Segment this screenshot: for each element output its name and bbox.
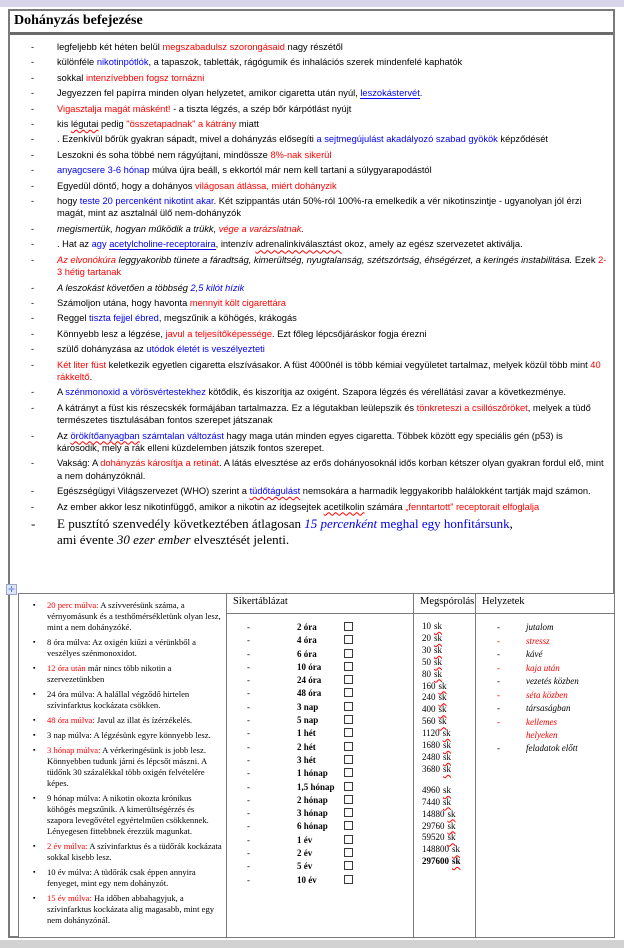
checkbox-icon[interactable] [344,635,353,644]
situation-row [476,648,614,661]
bottom-table [18,593,615,938]
dash-bullet-icon: - [31,402,35,413]
savings-amount: 14880 [422,808,445,819]
success-chart-label: 4 óra [297,635,317,646]
dash-bullet-icon: - [497,703,500,713]
dash-bullet-icon: - [247,768,250,779]
dash-bullet-icon: - [247,635,250,646]
timeline-item: ▪ 20 perc múlva: A szívverésünk száma, a vérnyomásunk és a testhőmérsékletünk olyan lesz, mint a nem dohányzóké. [33,600,221,632]
success-chart-column [227,594,414,937]
bullet-item: - Egyedül döntő, hogy a dohányos világosan átlássa, miért dohányzik [31,180,337,191]
success-chart-row [227,860,413,873]
dash-bullet-icon: - [497,649,500,659]
success-chart-label: 2 év [297,848,313,859]
success-chart-label: 1 év [297,834,313,845]
savings-row [422,645,475,657]
bullet-item: - A leszokást követően a többség 2,5 kilót hízik [31,282,245,293]
success-chart-row [227,714,413,727]
checkbox-icon[interactable] [344,861,353,870]
success-chart-label: 10 óra [297,661,322,672]
success-chart-label: 24 óra [297,675,322,686]
bullet-item: - Könnyebb lesz a légzése, javul a teljesítőképessége. Ezt főleg lépcsőjáráskor fogja érezni [31,328,427,339]
dash-bullet-icon: - [247,874,250,885]
bullet-item: - A kátrányt a füst kis részecskék formájában tartalmazza. Ez a légutakban leülepszik és tönkreteszi a csillószőröket, melyek a tüdő természetes tisztulásában fontos szerepet játszanak [31,402,591,426]
dash-bullet-icon: - [31,134,35,145]
situation-row [476,716,614,742]
dash-bullet-icon: - [31,180,35,191]
situation-label: kaja után [526,662,560,673]
page-title: Dohányzás befejezése [10,11,613,35]
savings-amount: 29760 [422,820,445,831]
savings-row [422,681,475,693]
success-chart-row [227,807,413,820]
situation-label: vezetés közben [526,676,579,686]
success-chart-row [227,648,413,661]
success-chart-row [227,847,413,860]
timeline-item: ▪ 3 nap múlva: A légzésünk egyre könnyebb lesz. [33,730,211,740]
dash-bullet-icon: - [31,387,35,398]
dash-bullet-icon: - [497,743,500,753]
bullet-item: - sokkal intenzívebben fogsz tornázni [31,72,205,83]
savings-row [422,669,475,681]
bullet-item: - Egészségügyi Világszervezet (WHO) szerint a tüdőtágulást nemsokára a harmadik leggyakoribb halálokként tartják majd számon. [31,486,591,497]
success-chart-row [227,687,413,700]
dash-bullet-icon: - [31,239,35,250]
savings-amount: 50 [422,656,431,667]
timeline-item: ▪ 48 óra múlva: Javul az illat és ízérzékelés. [33,715,193,725]
bullet-item: - Jegyezzen fel papírra minden olyan helyzetet, amikor cigaretta után nyúl, leszokástervét. [31,88,423,99]
dash-bullet-icon: - [497,689,500,700]
square-bullet-icon: ▪ [33,894,36,902]
dash-bullet-icon: - [497,622,500,632]
bullet-item: - legfeljebb két héten belül megszabadulsz szorongásaid nagy részétől [31,42,343,52]
savings-row [422,809,475,821]
success-chart-row [227,674,413,687]
success-chart-row [227,767,413,780]
savings-amount: 20 [422,632,431,643]
timeline-item: ▪ 2 év múlva: A szívinfarktus és a tüdőrák kockázata sokkal kisebb lesz. [33,841,222,862]
checkbox-icon[interactable] [344,688,353,697]
success-chart-label: 10 év [297,874,317,885]
success-chart-label: 1,5 hónap [297,781,335,792]
savings-amount: 30 [422,644,431,655]
bullet-item: - Az elvonókúra leggyakoribb tünete a fáradtság, kimerültség, nyugtalanság, szétszórtság, éhségérzet, a keringés instabilitása. Ezek 2-3 hétig tartanak [31,254,607,278]
situation-label: jutalom [526,622,554,632]
timeline-column [19,594,227,937]
success-chart-label: 2 hét [297,741,316,752]
object-anchor-icon: ✛ [6,584,17,595]
dash-bullet-icon: - [247,701,250,712]
situation-row [476,621,614,634]
bullet-item: - Számoljon utána, hogy havonta mennyit költ cigarettára [31,297,286,308]
success-chart-row [227,874,413,887]
checkbox-icon[interactable] [344,742,353,751]
bullet-item: - Reggel tiszta fejjel ébred, megszűnik a köhögés, krákogás [31,313,297,324]
dash-bullet-icon: - [247,754,250,765]
savings-unit: sk [447,808,456,819]
success-chart-body [227,614,413,887]
savings-unit: sk [443,763,452,774]
dash-bullet-icon: - [247,661,250,672]
timeline-item: ▪ 10 év múlva: A tüdőrák csak éppen annyira fenyeget, mint egy nem dohányzót. [33,867,196,888]
savings-row [422,821,475,833]
savings-unit: sk [443,751,452,762]
square-bullet-icon: ▪ [33,664,36,672]
situation-row [476,689,614,702]
situations-header: Helyzetek [476,594,614,614]
savings-row [422,752,475,764]
savings-amount: 560 [422,716,436,727]
success-chart-label: 2 óra [297,622,317,632]
dash-bullet-icon: - [247,794,250,805]
dash-bullet-icon: - [497,716,500,727]
dash-bullet-icon: - [247,808,250,819]
savings-unit: sk [442,728,451,739]
window-bottom-strip [0,940,624,948]
dash-bullet-icon: - [31,430,35,441]
square-bullet-icon: ▪ [33,716,36,724]
situation-label: kellemes helyeken [526,716,558,740]
checkbox-icon[interactable] [344,649,353,658]
situation-label: kávé [526,649,543,659]
savings-column [414,594,476,937]
savings-unit: sk [438,716,447,727]
dash-bullet-icon: - [31,72,35,83]
success-chart-label: 5 év [297,861,313,872]
savings-amount: 1120 [422,728,440,739]
bullet-item: - Az ember akkor lesz nikotinfüggő, amikor a nikotin az idegsejtek acetilkolin számára „fenntartott” receptorait elfoglalja [31,501,540,512]
dash-bullet-icon: - [31,165,35,176]
situation-row [476,635,614,648]
dash-bullet-icon: - [247,861,250,872]
dash-bullet-icon: - [31,103,35,114]
checkbox-icon[interactable] [344,821,353,830]
square-bullet-icon: ▪ [33,868,36,876]
window-top-strip [0,0,624,7]
savings-amount: 148800 [422,844,449,855]
dash-bullet-icon: - [31,516,36,531]
timeline-item: ▪ 24 óra múlva: A halállal végződő hirtelen szívinfarktus kockázata csökken. [33,689,190,710]
savings-unit: sk [434,668,443,679]
savings-amount: 1680 [422,740,440,751]
savings-unit: sk [447,832,456,843]
square-bullet-icon: ▪ [33,601,36,609]
dash-bullet-icon: - [247,622,250,632]
timeline-item: ▪ 12 óra után már nincs több nikotin a szervezetünkben [33,663,172,684]
success-chart-row [227,661,413,674]
dash-bullet-icon: - [31,42,35,52]
dash-bullet-icon: - [497,662,500,673]
savings-unit: sk [447,820,456,831]
bullet-item: - A szénmonoxid a vörösvértestekhez kötődik, és kiszorítja az oxigént. Szapora légzés és vérellátási zavar a következménye. [31,387,567,398]
savings-row [422,785,475,797]
dash-bullet-icon: - [31,486,35,497]
savings-amount: 3680 [422,763,440,774]
dash-bullet-icon: - [497,676,500,686]
checkbox-icon[interactable] [344,848,353,857]
dash-bullet-icon: - [31,328,35,339]
bullet-item: - E pusztító szenvedély következtében átlagosan 15 percenként meghal egy honfitársunk, ami évente 30 ezer ember elvesztését jelenti. [31,516,513,547]
dash-bullet-icon: - [31,501,35,512]
situation-label: stressz [526,635,550,646]
bullet-item: - megismertük, hogyan működik a trükk, vége a varázslatnak. [31,223,305,234]
savings-row [422,657,475,669]
timeline-item: ▪ 8 óra múlva: Az oxigén kiűzi a vérünkből a veszélyes szénmonoxidot. [33,637,196,658]
savings-amount: 2480 [422,751,440,762]
bullet-item: - szülő dohányzása az utódok életét is veszélyezteti [31,344,265,355]
situation-row [476,742,614,755]
savings-row [422,704,475,716]
square-bullet-icon: ▪ [33,842,36,850]
situation-row [476,702,614,715]
bullet-item: - . Hat az agy acetylcholine-receptoraira, intenzív adrenalinkiválasztást okoz, amely az egész szervezetet aktiválja. [31,239,523,250]
dash-bullet-icon: - [247,688,250,699]
savings-unit: sk [438,680,447,691]
success-chart-label: 3 nap [297,701,319,712]
timeline-item: ▪ 9 hónap múlva: A nikotin okozta krónikus köhögés megszűnik. A kimerültségérzés és szapora levegővétel egyértelműen csökkennek. Lényegesen fittebbnek érezzük magunkat. [33,793,209,836]
success-chart-row [227,820,413,833]
square-bullet-icon: ▪ [33,794,36,802]
success-chart-label: 6 hónap [297,821,328,832]
savings-row [422,832,475,844]
dash-bullet-icon: - [247,834,250,845]
dash-bullet-icon: - [31,282,35,293]
square-bullet-icon: ▪ [33,638,36,646]
dash-bullet-icon: - [31,88,35,99]
dash-bullet-icon: - [247,781,250,792]
dash-bullet-icon: - [31,344,35,355]
bullet-item: - kis légutai pedig "összetapadnak" a kátrány miatt [31,119,259,130]
success-chart-row [227,701,413,714]
checkbox-icon[interactable] [344,795,353,804]
success-chart-label: 3 hónap [297,808,328,819]
checkbox-icon[interactable] [344,715,353,724]
success-chart-label: 2 hónap [297,794,328,805]
savings-row [422,856,475,868]
savings-amount: 400 [422,704,436,715]
dash-bullet-icon: - [31,149,35,160]
dash-bullet-icon: - [31,196,35,207]
square-bullet-icon: ▪ [33,731,36,739]
checkbox-icon[interactable] [344,782,353,791]
dash-bullet-icon: - [247,728,250,739]
dash-bullet-icon: - [31,223,35,234]
savings-amount: 4960 [422,784,440,795]
savings-header: Megspórolás [414,594,475,614]
savings-unit: sk [443,740,452,751]
square-bullet-icon: ▪ [33,746,36,754]
savings-row [422,797,475,809]
situation-label: társaságban [526,703,571,713]
savings-amount: 240 [422,692,436,703]
savings-row [422,740,475,752]
success-chart-row [227,741,413,754]
dash-bullet-icon: - [31,297,35,308]
bullet-item: - Vakság: A dohányzás károsítja a retinát. A látás elvesztése az erős dohányosoknál idős korban kétszer olyan gyakran fordul elő, mint a nem dohányzóknál. [31,458,604,481]
timeline-item: ▪ 3 hónap múlva: A vérkeringésünk is jobb lesz. Könnyebben tudunk járni és lépcsőt mászni. A tüdőnk 30 százalékkal több oxigén felvételére képes. [33,745,207,788]
square-bullet-icon: ▪ [33,690,36,698]
dash-bullet-icon: - [31,313,35,324]
success-chart-label: 5 nap [297,715,319,726]
dash-bullet-icon: - [31,57,35,68]
savings-unit: sk [434,632,443,643]
savings-row [422,633,475,645]
success-chart-row [227,621,413,634]
savings-row [422,716,475,728]
success-chart-label: 3 hét [297,754,316,765]
dash-bullet-icon: - [247,848,250,859]
dash-bullet-icon: - [497,635,500,646]
success-chart-row [227,834,413,847]
situation-row [476,675,614,688]
success-chart-row [227,754,413,767]
situation-label: séta közben [526,689,568,700]
checkbox-icon[interactable] [344,835,353,844]
savings-amount: 59520 [422,832,445,843]
situation-row [476,662,614,675]
savings-row [422,728,475,740]
savings-unit: sk [438,692,447,703]
dash-bullet-icon: - [247,715,250,726]
bullet-item: - Leszokni és soha többé nem rágyújtani, mindössze 8%-nak sikerül [31,149,332,160]
dash-bullet-icon: - [31,458,35,469]
savings-row [422,692,475,704]
dash-bullet-icon: - [31,119,35,130]
savings-row [422,844,475,856]
success-chart-header: Sikertáblázat [227,594,413,614]
bullet-item: - hogy teste 20 percenként nikotint akar. Két szippantás után 50%-ról 100%-ra emelkedik a vér nikotinszintje - ugyanolyan jól érzi magát, mint az asztalnál ülő nem-dohányzók [31,196,582,219]
dash-bullet-icon: - [247,675,250,686]
success-chart-label: 6 óra [297,648,317,659]
savings-amount: 160 [422,680,436,691]
savings-unit: sk [443,796,452,807]
savings-unit: sk [452,844,461,855]
checkbox-icon[interactable] [344,755,353,764]
dash-bullet-icon: - [247,648,250,659]
bullet-item: - anyagcsere 3-6 hónap múlva újra beáll, s ekkortól már nem kell tartani a súlygyarapodástól [31,165,432,176]
success-chart-label: 48 óra [297,688,322,699]
bullet-item: - különféle nikotinpótlók, a tapaszok, tabletták, rágógumik és inhalációs szerek mindenfelé kaphatók [31,57,463,68]
dash-bullet-icon: - [31,359,35,370]
savings-amount: 10 [422,621,431,631]
bullet-item: - Két liter füst keletkezik egyetlen cigaretta elszívásakor. A füst 4000nél is több kémiai vegyületet tartalmaz, melyek közül több mint 40 rákkeltő. [31,359,601,382]
success-chart-row [227,781,413,794]
checkbox-icon[interactable] [344,675,353,684]
timeline-item: ▪ 15 év múlva: Ha időben abbahagyjuk, a szívinfarktus kockázata alig magasabb, mint egy nem dohányzónál. [33,893,215,925]
situations-body [476,614,614,755]
checkbox-icon[interactable] [344,768,353,777]
document-page [8,9,615,938]
savings-body [414,614,475,868]
savings-amount: 7440 [422,796,440,807]
savings-unit: sk [434,656,443,667]
savings-unit: sk [438,704,447,715]
checkbox-icon[interactable] [344,702,353,711]
savings-amount: 80 [422,668,431,679]
checkbox-icon[interactable] [344,808,353,817]
situation-label: feladatok előtt [526,743,578,753]
situations-column [476,594,614,937]
savings-unit: sk [434,621,443,631]
success-chart-label: 1 hét [297,728,316,739]
checkbox-icon[interactable] [344,662,353,671]
bullet-item: - . Ezenkívül bőrük gyakran sápadt, mivel a dohányzás elősegíti a sejtmegújulást akadályozó szabad gyökök képződését [31,134,548,145]
savings-unit: sk [452,856,461,867]
savings-row [422,764,475,776]
bullet-item: - Vigasztalja magát másként! - a tiszta légzés, a szép bőr kárpótlást nyújt [31,103,352,114]
savings-row [422,621,475,633]
success-chart-row [227,727,413,740]
success-chart-label: 1 hónap [297,768,328,779]
savings-unit: sk [443,784,452,795]
checkbox-icon[interactable] [344,875,353,884]
savings-unit: sk [434,644,443,655]
success-chart-row [227,634,413,647]
bullet-list [10,35,613,597]
checkbox-icon[interactable] [344,728,353,737]
bullet-item: - Az örökítőanyagban számtalan változást hagy maga után minden egyes cigaretta. Többek között egy speciális gén (p53) is károsodik, mely a rák elleni küzdelemben játszik fontos szerepet. [31,430,563,453]
checkbox-icon[interactable] [344,622,353,631]
dash-bullet-icon: - [247,821,250,832]
success-chart-row [227,794,413,807]
dash-bullet-icon: - [31,254,35,265]
savings-amount: 297600 [422,856,449,867]
dash-bullet-icon: - [247,741,250,752]
